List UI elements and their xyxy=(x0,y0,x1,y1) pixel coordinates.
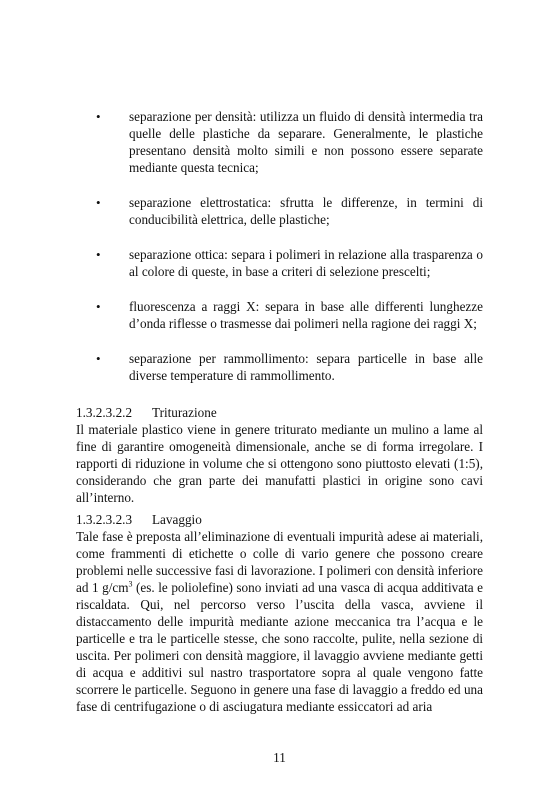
paragraph-text: Tale fase è preposta all’eliminazione di eventuali impurità adese ai materiali, come frammenti di etichette o colle di vario genere che possono creare problemi nelle successive fasi di lavorazione. I polimeri con densità inferiore ad 1 g/cm xyxy=(76,529,483,595)
section-paragraph xyxy=(76,528,483,715)
bullet-icon: • xyxy=(96,109,101,124)
list-item-text: separazione per rammollimento: separa particelle in base alle diverse temperature di rammollimento. xyxy=(129,351,483,383)
section-number: 1.3.2.3.2.3 xyxy=(76,512,133,527)
bullet-icon: • xyxy=(96,351,101,366)
bullet-icon: • xyxy=(96,299,101,314)
bullet-icon: • xyxy=(96,247,101,262)
section-lavaggio xyxy=(76,511,483,715)
list-item-text: separazione per densità: utilizza un fluido di densità intermedia tra quelle delle plastiche da separare. Generalmente, le plastiche presentano densità molto simili e non possono essere separate mediante questa tecnica; xyxy=(129,109,483,175)
list-item-text: separazione ottica: separa i polimeri in relazione alla trasparenza o al colore di queste, in base a criteri di selezione prescelti; xyxy=(129,247,483,279)
section-number: 1.3.2.3.2.2 xyxy=(76,405,133,420)
section-triturazione xyxy=(76,404,483,506)
list-item xyxy=(90,194,483,228)
list-item xyxy=(90,350,483,384)
section-heading xyxy=(76,511,483,528)
list-item-text: separazione elettrostatica: sfrutta le differenze, in termini di conducibilità elettrica, delle plastiche; xyxy=(129,195,483,227)
paragraph-text: (es. le poliolefine) sono inviati ad una vasca di acqua additivata e riscaldata. Qui, nel percorso verso l’uscita della vasca, avviene il distaccamento delle impurità mediante azione meccanica tra l’acqua e le particelle e tra le particelle stesse, che sono raccolte, pulite, nella sezione di uscita. Per polimeri con densità maggiore, il lavaggio avviene mediante getti di acqua e additivi sul nastro trasportatore sopra al quale vengono fatte scorrere le particelle. Seguono in genere una fase di lavaggio a freddo ed una fase di centrifugazione o di asciugatura mediante essiccatori ad aria xyxy=(76,580,483,714)
list-item-text: fluorescenza a raggi X: separa in base alle differenti lunghezze d’onda riflesse o trasmesse dai polimeri nella ragione dei raggi X; xyxy=(129,299,483,331)
page-number: 11 xyxy=(273,750,286,765)
bullet-icon: • xyxy=(96,195,101,210)
section-title: Triturazione xyxy=(152,405,217,420)
list-item xyxy=(90,298,483,332)
list-item xyxy=(90,108,483,176)
list-item xyxy=(90,246,483,280)
superscript: 3 xyxy=(128,579,133,589)
separation-methods-list xyxy=(90,108,483,402)
section-paragraph: Il materiale plastico viene in genere triturato mediante un mulino a lame al fine di garantire omogeneità dimensionale, anche se di forma irregolare. I rapporti di riduzione in volume che si ottengono sono piuttosto elevati (1:5), considerando che gran parte dei manufatti plastici in origine sono cavi all’interno. xyxy=(76,422,483,505)
section-heading xyxy=(76,404,483,421)
section-title: Lavaggio xyxy=(152,512,202,527)
